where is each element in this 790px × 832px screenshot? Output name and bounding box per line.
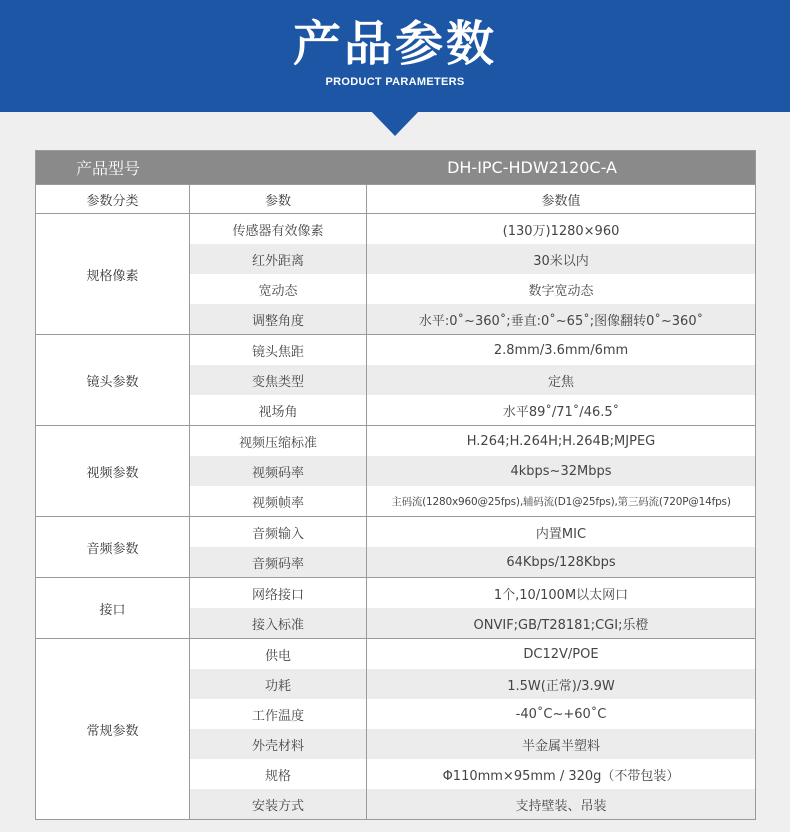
param-value: DC12V/POE <box>366 639 755 669</box>
table-row <box>189 729 755 759</box>
column-header-param: 参数 <box>189 185 366 213</box>
table-row <box>189 395 755 425</box>
param-name: 调整角度 <box>189 304 366 334</box>
column-header-value: 参数值 <box>366 185 755 213</box>
table-row <box>189 244 755 274</box>
param-name: 音频码率 <box>189 547 366 577</box>
column-header-row <box>36 184 755 214</box>
table-row <box>189 547 755 577</box>
table-row <box>189 365 755 395</box>
param-name: 宽动态 <box>189 274 366 304</box>
param-name: 音频输入 <box>189 517 366 547</box>
param-value: 64Kbps/128Kbps <box>366 547 755 577</box>
group-name: 接口 <box>99 602 126 618</box>
table-row <box>189 214 755 244</box>
param-name: 工作温度 <box>189 699 366 729</box>
param-value: 支持壁装、吊装 <box>366 789 755 819</box>
page-title: 产品参数 <box>292 16 497 72</box>
param-value: 水平:0˚~360˚;垂直:0˚~65˚;图像翻转0˚~360˚ <box>366 304 755 334</box>
param-value: ONVIF;GB/T28181;CGI;乐橙 <box>366 608 755 638</box>
group-rows <box>189 214 755 334</box>
banner-pointer <box>369 109 421 136</box>
group-rows <box>189 517 755 577</box>
group-rows <box>189 639 755 819</box>
table-body <box>36 214 755 819</box>
param-value: (130万)1280×960 <box>366 214 755 244</box>
param-value: -40˚C~+60˚C <box>366 699 755 729</box>
group-rows <box>189 426 755 516</box>
table-row <box>189 789 755 819</box>
param-value: 内置MIC <box>366 517 755 547</box>
param-name: 视场角 <box>189 395 366 425</box>
param-value: Φ110mm×95mm / 320g（不带包装） <box>366 759 755 789</box>
param-name: 网络接口 <box>189 578 366 608</box>
param-group <box>36 214 755 335</box>
table-row <box>189 699 755 729</box>
table-row <box>189 759 755 789</box>
table-row <box>189 486 755 516</box>
model-label: 产品型号 <box>76 159 141 178</box>
param-name: 外壳材料 <box>189 729 366 759</box>
param-value: 4kbps~32Mbps <box>366 456 755 486</box>
model-value: DH-IPC-HDW2120C-A <box>447 158 617 177</box>
table-row <box>189 304 755 334</box>
param-name: 接入标准 <box>189 608 366 638</box>
param-name: 功耗 <box>189 669 366 699</box>
param-group <box>36 426 755 517</box>
group-name: 镜头参数 <box>86 374 139 390</box>
param-value: 主码流(1280x960@25fps),辅码流(D1@25fps),第三码流(720P@14fps) <box>366 486 755 516</box>
param-group <box>36 517 755 578</box>
parameters-table <box>35 150 756 820</box>
table-row <box>189 639 755 669</box>
group-name: 常规参数 <box>86 723 139 739</box>
group-rows <box>189 335 755 425</box>
param-name: 红外距离 <box>189 244 366 274</box>
param-value: 定焦 <box>366 365 755 395</box>
table-row <box>189 335 755 365</box>
param-value: 半金属半塑料 <box>366 729 755 759</box>
param-name: 镜头焦距 <box>189 335 366 365</box>
param-name: 安装方式 <box>189 789 366 819</box>
param-name: 变焦类型 <box>189 365 366 395</box>
model-row <box>36 151 755 184</box>
param-group <box>36 639 755 819</box>
param-value: 水平89˚/71˚/46.5˚ <box>366 395 755 425</box>
param-name: 视频码率 <box>189 456 366 486</box>
param-value: 数字宽动态 <box>366 274 755 304</box>
group-name: 音频参数 <box>86 541 139 557</box>
param-name: 规格 <box>189 759 366 789</box>
table-row <box>189 426 755 456</box>
param-value: 30米以内 <box>366 244 755 274</box>
group-name: 视频参数 <box>86 465 139 481</box>
table-row <box>189 274 755 304</box>
table-row <box>189 578 755 608</box>
group-name: 规格像素 <box>86 268 139 284</box>
param-value: 1.5W(正常)/3.9W <box>366 669 755 699</box>
column-header-category: 参数分类 <box>86 193 139 209</box>
param-value: H.264;H.264H;H.264B;MJPEG <box>366 426 755 456</box>
param-name: 视频帧率 <box>189 486 366 516</box>
param-value: 2.8mm/3.6mm/6mm <box>366 335 755 365</box>
page-subtitle: PRODUCT PARAMETERS <box>325 76 465 88</box>
table-row <box>189 608 755 638</box>
param-name: 供电 <box>189 639 366 669</box>
param-name: 传感器有效像素 <box>189 214 366 244</box>
table-row <box>189 517 755 547</box>
table-row <box>189 456 755 486</box>
param-value: 1个,10/100M以太网口 <box>366 578 755 608</box>
param-name: 视频压缩标准 <box>189 426 366 456</box>
param-group <box>36 578 755 639</box>
param-group <box>36 335 755 426</box>
table-row <box>189 669 755 699</box>
group-rows <box>189 578 755 638</box>
